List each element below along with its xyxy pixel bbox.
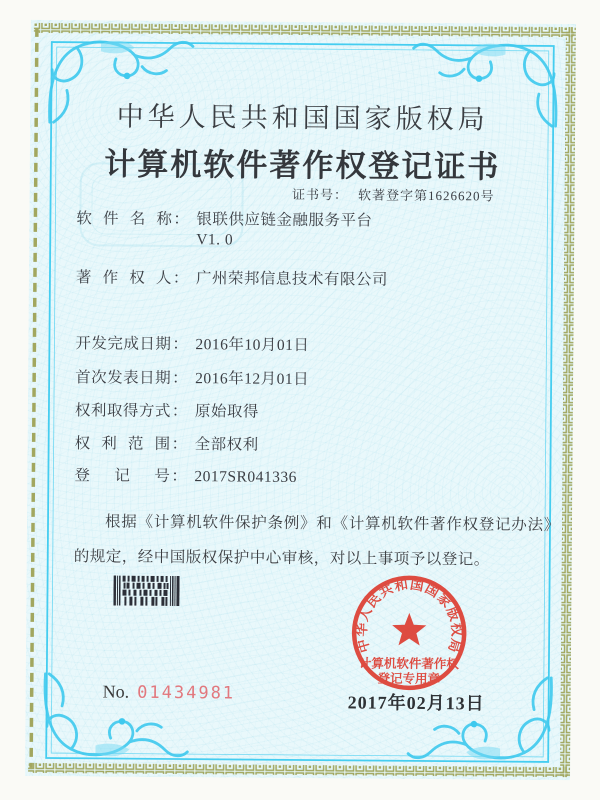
field-colon: ： bbox=[171, 435, 188, 454]
field-label: 首次发表日期 bbox=[75, 369, 172, 387]
border-meander-top bbox=[34, 23, 574, 37]
field-copyright-owner bbox=[76, 268, 388, 290]
field-label: 权利取得方式 bbox=[74, 402, 171, 420]
field-colon: ： bbox=[171, 402, 188, 421]
serial-prefix: No. bbox=[102, 681, 130, 702]
software-version: V1. 0 bbox=[196, 231, 234, 249]
certificate-title: 计算机软件著作权登记证书 bbox=[104, 146, 501, 185]
border-meander-right bbox=[560, 27, 576, 777]
field-value: 原始取得 bbox=[194, 403, 260, 421]
field-colon: ： bbox=[172, 369, 189, 388]
official-seal bbox=[344, 572, 475, 703]
field-label: 软件名称 bbox=[76, 210, 173, 228]
field-value bbox=[196, 210, 372, 251]
border-meander-bottom bbox=[28, 763, 568, 777]
field-value: 2017SR041336 bbox=[194, 468, 297, 486]
serial-number-line bbox=[103, 681, 236, 703]
certificate-number-label: 证书号： bbox=[292, 186, 349, 203]
certificate-number-value: 软著登字第1626620号 bbox=[358, 187, 495, 204]
field-colon: ： bbox=[171, 467, 188, 486]
issue-date: 2017年02月13日 bbox=[347, 692, 485, 714]
seal-ring-text: 中华人民共和国国家版权局 bbox=[353, 576, 465, 656]
field-value: 广州荣邦信息技术有限公司 bbox=[195, 270, 389, 289]
field-label: 登记号 bbox=[74, 467, 171, 485]
field-label: 开发完成日期 bbox=[75, 335, 172, 353]
field-value: 2016年12月01日 bbox=[195, 370, 310, 389]
serial-number: 01434981 bbox=[137, 682, 236, 704]
field-dev-complete-date bbox=[75, 334, 309, 356]
field-rights-scope bbox=[75, 434, 259, 455]
field-registration-number bbox=[74, 466, 297, 488]
field-label: 权利范围 bbox=[74, 435, 171, 453]
field-colon: ： bbox=[172, 335, 189, 354]
field-value: 全部权利 bbox=[194, 436, 259, 454]
certificate-page bbox=[25, 20, 576, 780]
barcode bbox=[113, 576, 179, 607]
field-colon: ： bbox=[173, 210, 190, 229]
field-software-name bbox=[76, 209, 372, 251]
field-value: 2016年10月01日 bbox=[195, 336, 310, 355]
field-rights-acquisition bbox=[75, 401, 259, 422]
field-first-publish-date bbox=[75, 368, 309, 390]
registration-statement: 根据《计算机软件保护条例》和《计算机软件著作权登记办法》的规定，经中国版权保护中心审核，对以上事项予以登记。 bbox=[73, 513, 553, 569]
seal-star-icon bbox=[392, 613, 426, 646]
authority-name: 中华人民共和国国家版权局 bbox=[116, 101, 489, 135]
field-colon: ： bbox=[172, 269, 190, 288]
field-label: 著作权人 bbox=[75, 269, 173, 287]
seal-inner-text-1: 计算机软件著作权 bbox=[358, 656, 459, 672]
certificate-number-line bbox=[292, 184, 495, 205]
seal-inner-text-2: 登记专用章 bbox=[377, 671, 441, 687]
software-name: 银联供应链金融服务平台 bbox=[196, 211, 373, 230]
